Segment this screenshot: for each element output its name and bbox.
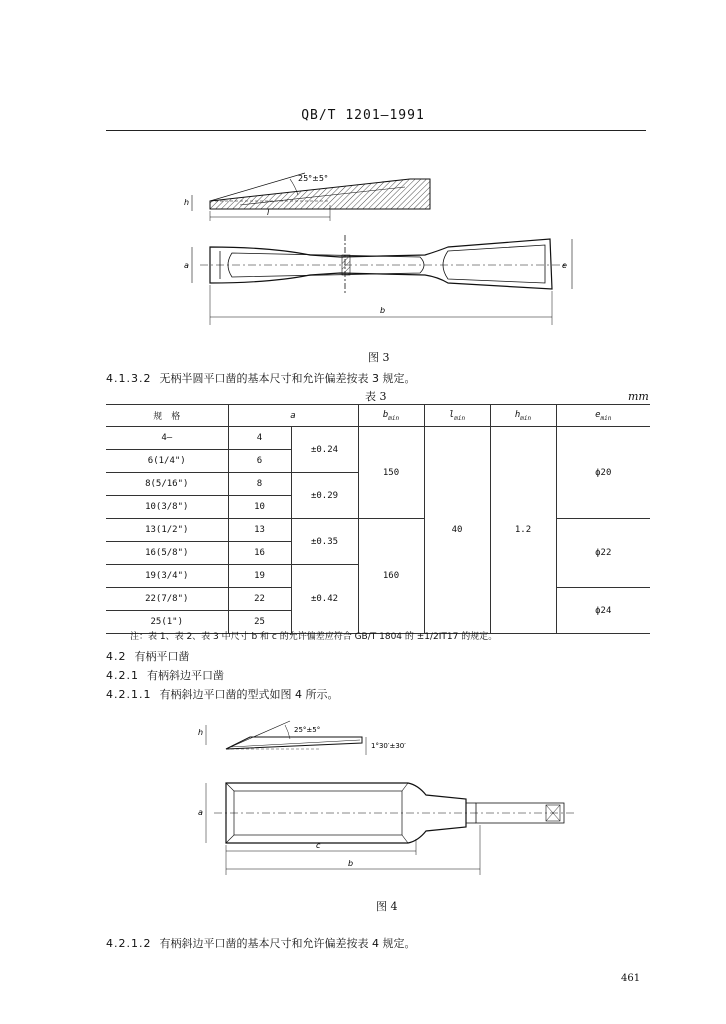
figure-4-dim-c: c: [316, 841, 321, 850]
l-cell: 40: [424, 427, 490, 634]
section-number: 4.2.1.2: [106, 937, 152, 950]
spec-cell: 6(1/4"): [106, 450, 228, 473]
section-number: 4.1.3.2: [106, 372, 152, 385]
e-cell: ϕ22: [556, 519, 650, 588]
table-note: 注：表 1、表 2、表 3 中尺寸 b 和 c 的允许偏差应符合 GB/T 1804 的 ±1/2IT17 的规定。: [130, 632, 498, 642]
a-tolerance-cell: ±0.29: [291, 473, 358, 519]
figure-4-angle-label: 25°±5°: [294, 726, 321, 734]
section-4-2: [106, 648, 190, 664]
b-cell: 160: [358, 519, 424, 634]
section-text: 有柄斜边平口凿的型式如图 4 所示。: [159, 688, 339, 701]
spec-cell: 10(3/8"): [106, 496, 228, 519]
a-cell: 19: [228, 565, 291, 588]
table-row: [106, 519, 650, 542]
figure-3-top-view: [184, 235, 572, 325]
a-cell: 25: [228, 611, 291, 634]
spec-cell: 13(1/2"): [106, 519, 228, 542]
section-number: 4.2.1.1: [106, 688, 152, 701]
section-text: 有柄平口凿: [134, 650, 190, 663]
section-text: 无柄半圆平口凿的基本尺寸和允许偏差按表 3 规定。: [159, 372, 416, 385]
spec-cell: 25(1"): [106, 611, 228, 634]
figure-3-side-view: [184, 173, 430, 221]
figure-3-dim-a: a: [184, 261, 189, 270]
standard-code-header: QB/T 1201—1991: [301, 108, 425, 123]
figure-4-drawing: [190, 715, 590, 880]
figure-4-caption: 图 4: [376, 900, 398, 913]
a-tolerance-cell: ±0.35: [291, 519, 358, 565]
a-cell: 22: [228, 588, 291, 611]
a-tolerance-cell: ±0.42: [291, 565, 358, 634]
table-3-unit: mm: [628, 390, 649, 403]
section-text: 有柄斜边平口凿的基本尺寸和允许偏差按表 4 规定。: [159, 937, 416, 950]
header-rule: [106, 130, 646, 131]
a-cell: 16: [228, 542, 291, 565]
a-cell: 10: [228, 496, 291, 519]
e-cell: ϕ20: [556, 427, 650, 519]
h-cell: 1.2: [490, 427, 556, 634]
section-number: 4.2.1: [106, 669, 139, 682]
header-l: $l_{min}$: [424, 405, 490, 427]
b-cell: 150: [358, 427, 424, 519]
header-h: $h_{min}$: [490, 405, 556, 427]
figure-4-top-view: [198, 783, 575, 875]
e-cell: ϕ24: [556, 588, 650, 634]
header-a: a: [228, 405, 358, 427]
table-3-title: 表 3: [365, 390, 387, 403]
a-cell: 8: [228, 473, 291, 496]
section-number: 4.2: [106, 650, 127, 663]
section-4-2-1-2: [106, 935, 415, 951]
figure-3-dim-h: h: [184, 198, 190, 207]
section-text: 有柄斜边平口凿: [147, 669, 224, 682]
spec-cell: 8(5/16"): [106, 473, 228, 496]
spec-cell: 16(5/8"): [106, 542, 228, 565]
figure-3-drawing: [180, 165, 600, 330]
header-b: $b_{min}$: [358, 405, 424, 427]
header-spec: 规 格: [106, 405, 228, 427]
figure-4-dim-h: h: [198, 728, 204, 737]
figure-3-dim-b: b: [380, 306, 386, 315]
figure-3-dim-e: e: [562, 261, 567, 270]
a-cell: 13: [228, 519, 291, 542]
table-row: [106, 427, 650, 450]
a-tolerance-cell: ±0.24: [291, 427, 358, 473]
figure-4-dim-b: b: [348, 859, 354, 868]
figure-3-angle-label: 25°±5°: [298, 174, 328, 183]
a-cell: 6: [228, 450, 291, 473]
header-e: $e_{min}$: [556, 405, 650, 427]
table-header-row: [106, 405, 650, 427]
figure-4-side-view: [198, 721, 406, 755]
spec-cell: 19(3/4"): [106, 565, 228, 588]
page-number: 461: [621, 973, 641, 984]
figure-3-caption: 图 3: [368, 351, 390, 364]
section-4-2-1: [106, 667, 224, 683]
figure-4-dim-a: a: [198, 808, 203, 817]
section-4-2-1-1: [106, 686, 338, 702]
table-3: [106, 404, 650, 634]
spec-cell: 22(7/8"): [106, 588, 228, 611]
a-cell: 4: [228, 427, 291, 450]
figure-4-side-angle-label: 1°30′±30′: [371, 742, 406, 750]
figure-3-dim-l: l: [267, 208, 270, 217]
spec-cell: 4—: [106, 427, 228, 450]
section-4-1-3-2: [106, 370, 415, 386]
